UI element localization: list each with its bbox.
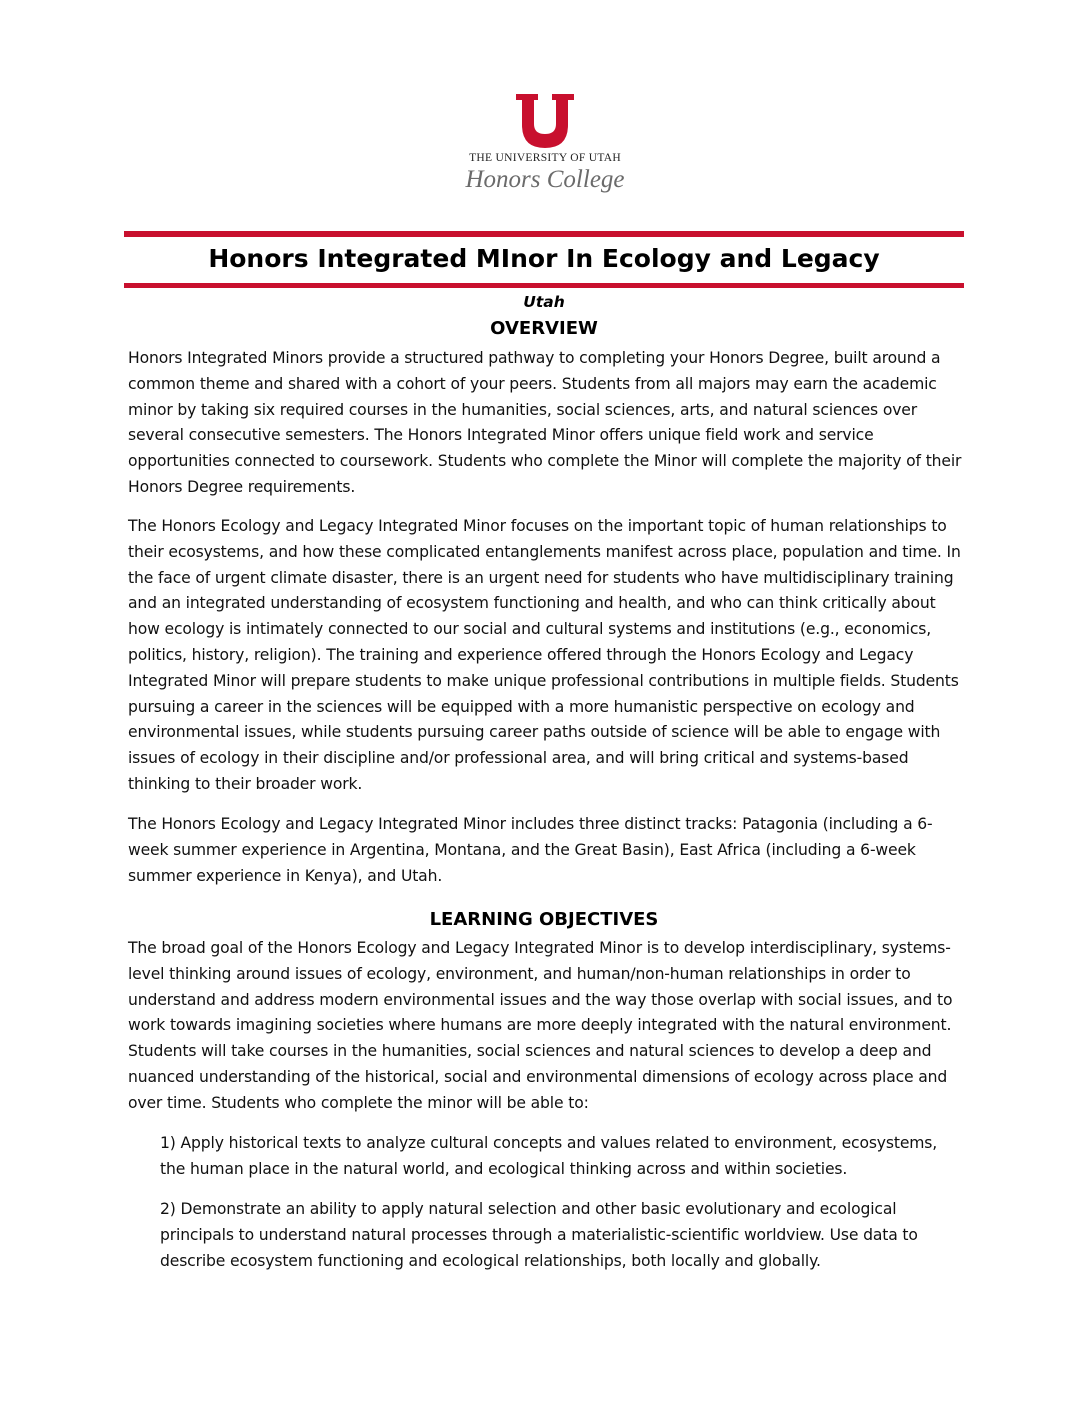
university-logo [440, 90, 650, 210]
learning-objectives-heading: LEARNING OBJECTIVES [429, 909, 659, 930]
overview-paragraph: The Honors Ecology and Legacy Integrated Minor focuses on the important topic of human relationships to their ecosystems, and how these complicated entanglements manifest across place, population and time. In the face of urgent climate disaster, there is an urgent need for students who have multidisciplinary training and an integrated understanding of ecosystem functioning and health, and who can think critically about how ecology is intimately connected to our social and cultural systems and institutions (e.g., economics, politics, history, religion). The training and experience offered through the Honors Ecology and Legacy Integrated Minor will prepare students to make unique professional contributions in multiple fields. Students pursuing a career in the sciences will be equipped with a more humanistic perspective on ecology and environmental issues, while students pursuing career paths outside of science will be able to engage with issues of ecology in their discipline and/or professional area, and will bring critical and systems-based thinking to their broader work. [128, 517, 961, 793]
title-top-rule [124, 231, 964, 237]
title-bottom-rule [124, 283, 964, 288]
university-name: THE UNIVERSITY OF UTAH [469, 152, 621, 164]
objective-item: 2) Demonstrate an ability to apply natural selection and other basic evolutionary and ecological principals to understand natural processes through a materialistic-scientific worldview. Use data to describe ecosystem functioning and ecological relationships, both locally and globally. [160, 1200, 918, 1270]
overview-heading: OVERVIEW [490, 318, 598, 339]
learning-objectives-intro: The broad goal of the Honors Ecology and Legacy Integrated Minor is to develop interdisciplinary, systems-level thinking around issues of ecology, environment, and human/non-human relationships in order to understand and address modern environmental issues and the way those overlap with social issues, and to work towards imagining societies where humans are more deeply integrated with the natural environment. Students will take courses in the humanities, social sciences and natural sciences to develop a deep and nuanced understanding of the historical, social and environmental dimensions of ecology across place and over time. Students who complete the minor will be able to: [128, 939, 953, 1112]
track-subtitle: Utah [523, 293, 565, 311]
overview-paragraph: Honors Integrated Minors provide a structured pathway to completing your Honors Degree, built around a common theme and shared with a cohort of your peers. Students from all majors may earn the academic minor by taking six required courses in the humanities, social sciences, arts, and natural sciences over several consecutive semesters. The Honors Integrated Minor offers unique field work and service opportunities connected to coursework. Students who complete the Minor will complete the majority of their Honors Degree requirements. [128, 349, 962, 496]
block-u-icon [516, 94, 574, 148]
page-title: Honors Integrated MInor In Ecology and Legacy [208, 244, 880, 273]
college-name: Honors College [465, 166, 625, 193]
objective-item: 1) Apply historical texts to analyze cultural concepts and values related to environment, ecosystems, the human place in the natural world, and ecological thinking across and within societies. [160, 1134, 938, 1178]
overview-paragraph: The Honors Ecology and Legacy Integrated Minor includes three distinct tracks: Patagonia (including a 6-week summer experience in Argentina, Montana, and the Great Basin), East Africa (including a 6-week summer experience in Kenya), and Utah. [128, 815, 933, 885]
